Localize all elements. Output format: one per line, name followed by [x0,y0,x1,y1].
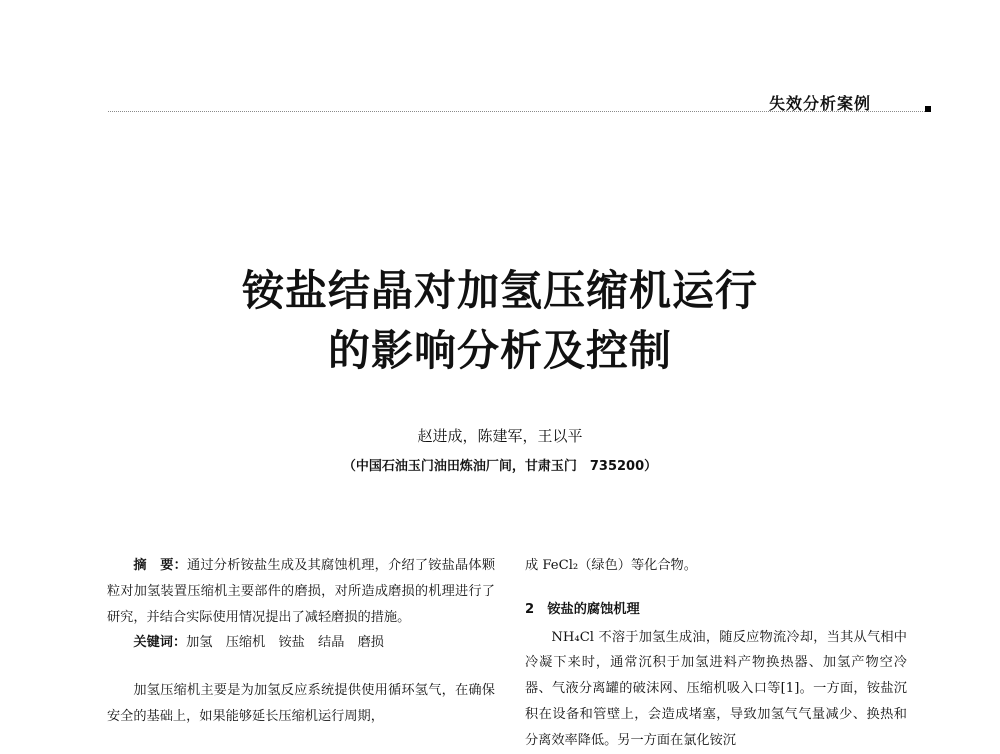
authors: 赵进成，陈建军，王以平 [417,427,583,445]
abstract-label: 摘 要： [133,558,187,573]
affiliation: （中国石油玉门油田炼油厂间，甘肃玉门 735200） [342,459,658,474]
keywords [107,630,495,656]
keyword: 磨损 [357,635,384,651]
right-column [525,553,907,754]
abstract-text: 通过分析铵盐生成及其腐蚀机理，介绍了铵盐晶体颗粒对加氢装置压缩机主要部件的磨损，对所造成磨损的机理进行了研究，并结合实际使用情况提出了减轻磨损的措施。 [107,558,496,625]
article-title-line2: 的影响分析及控制 [327,326,672,375]
keyword: 加氢 [186,635,213,651]
left-column [107,553,495,730]
keywords-label: 关键词： [133,635,187,651]
body-paragraph: NH₄Cl 不溶于加氢生成油，随反应物流冷却，当其从气相中冷凝下来时，通常沉积于加氢进料产物换热器、加氢产物空冷器、气液分离罐的破沫网、压缩机吸入口等[1]。一方面，铵盐沉积在设备和管壁上，会造成堵塞，导致加氢气气量减少、换热和分离效率降低。另一方面在氯化铵沉 [525,629,907,748]
section-label: 失效分析案例 [769,94,872,113]
abstract [107,553,495,630]
keyword: 铵盐 [278,635,305,651]
section-heading: 2 铵盐的腐蚀机理 [525,601,640,617]
keyword: 结晶 [318,635,345,651]
header-square-marker [925,106,931,112]
keyword: 压缩机 [225,635,266,651]
article-title-line1: 铵盐结晶对加氢压缩机运行 [241,266,758,315]
intro-paragraph: 加氢压缩机主要是为加氢反应系统提供使用循环氢气，在确保安全的基础上，如果能够延长压缩机运行周期， [107,683,495,724]
continued-text: 成 FeCl₂（绿色）等化合物。 [525,558,697,573]
